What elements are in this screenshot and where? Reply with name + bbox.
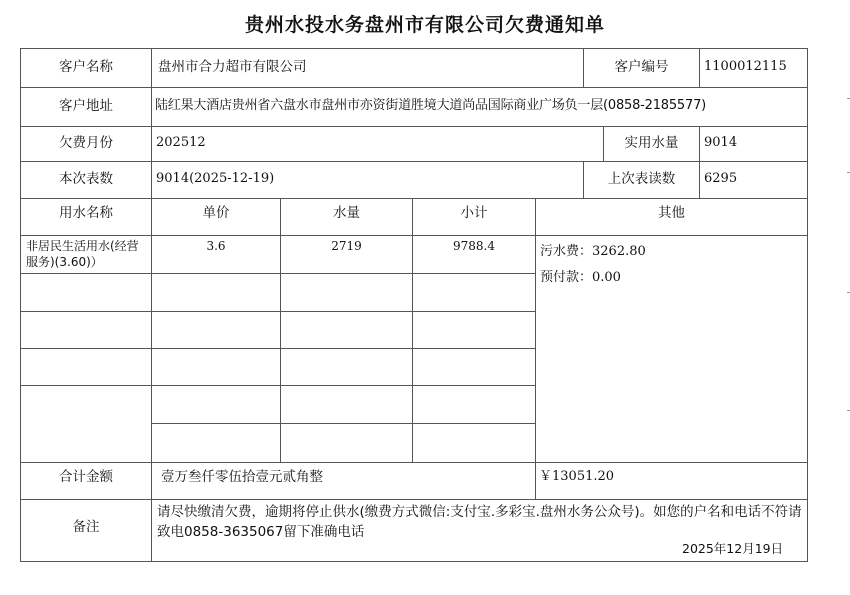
- remarks-label: 备注: [72, 519, 100, 535]
- total-uppercase: 壹万叁仟零伍拾壹元贰角整: [161, 469, 323, 485]
- notice-title: 贵州水投水务盘州市有限公司欠费通知单: [244, 14, 605, 36]
- customer-address-label: 客户地址: [59, 98, 113, 114]
- header-subtotal: 小计: [460, 205, 488, 221]
- prepaid-amount: 预付款：0.00: [540, 270, 621, 285]
- month-value-cell: [151, 126, 604, 162]
- header-water-name: 用水名称: [59, 205, 113, 221]
- billing-month-label: 欠费月份: [59, 135, 113, 151]
- header-other: 其他: [658, 205, 685, 221]
- actual-water-label: 实用水量: [624, 135, 679, 151]
- detail-row-2-name: [20, 273, 152, 312]
- detail-row-4-price: [151, 348, 281, 386]
- customer-number: 1100012115: [704, 59, 787, 74]
- current-reading-label: 本次表数: [59, 171, 113, 187]
- detail-row-5-name: [20, 385, 152, 463]
- detail-row-6-subtotal: [412, 423, 536, 463]
- sewage-fee: 污水费：3262.80: [540, 244, 646, 259]
- total-amount: ￥13051.20: [539, 469, 615, 484]
- detail-row-4-volume: [280, 348, 413, 386]
- row-subtotal: 9788.4: [453, 239, 495, 253]
- detail-row-2-subtotal: [412, 273, 536, 312]
- detail-row-3-volume: [280, 311, 413, 349]
- detail-row-3-subtotal: [412, 311, 536, 349]
- remarks-date: 2025年12月19日: [682, 541, 784, 556]
- detail-row-5-volume: [280, 385, 413, 424]
- notice-table: [20, 48, 808, 562]
- last-reading: 6295: [704, 171, 738, 186]
- last-reading-label: 上次表读数: [607, 171, 676, 187]
- detail-row-2-price: [151, 273, 281, 312]
- billing-month: 202512: [156, 135, 206, 150]
- detail-row-4-subtotal: [412, 348, 536, 386]
- total-label: 合计金额: [59, 469, 113, 485]
- detail-row-5-subtotal: [412, 385, 536, 424]
- row-unit-price: 3.6: [206, 239, 226, 253]
- customer-address: 陆红果大酒店贵州省六盘水市盘州市亦资街道胜境大道尚品国际商业广场负一层(0858-2185577): [155, 98, 707, 113]
- row-volume: 2719: [331, 239, 362, 253]
- customer-name-label: 客户名称: [59, 59, 113, 75]
- remarks-text: 请尽快缴清欠费，逾期将停止供水(缴费方式微信:支付宝.多彩宝.盘州水务公众号)。如您的户名和电话不符请致电0858-3635067留下准确电话: [157, 504, 802, 540]
- row-water-name: 非居民生活用水(经营服务)(3.60)）: [26, 239, 139, 269]
- customer-name: 盘州市合力超市有限公司: [158, 59, 307, 75]
- detail-row-3-name: [20, 311, 152, 349]
- customer-number-label: 客户编号: [614, 59, 669, 75]
- header-volume: 水量: [333, 205, 360, 221]
- detail-row-3-price: [151, 311, 281, 349]
- actual-water: 9014: [704, 135, 738, 150]
- detail-row-6-volume: [280, 423, 413, 463]
- current-reading: 9014(2025-12-19): [156, 171, 275, 186]
- detail-row-4-name: [20, 348, 152, 386]
- header-unit-price: 单价: [202, 205, 230, 221]
- detail-row-6-price: [151, 423, 281, 463]
- detail-row-5-price: [151, 385, 281, 424]
- detail-row-2-volume: [280, 273, 413, 312]
